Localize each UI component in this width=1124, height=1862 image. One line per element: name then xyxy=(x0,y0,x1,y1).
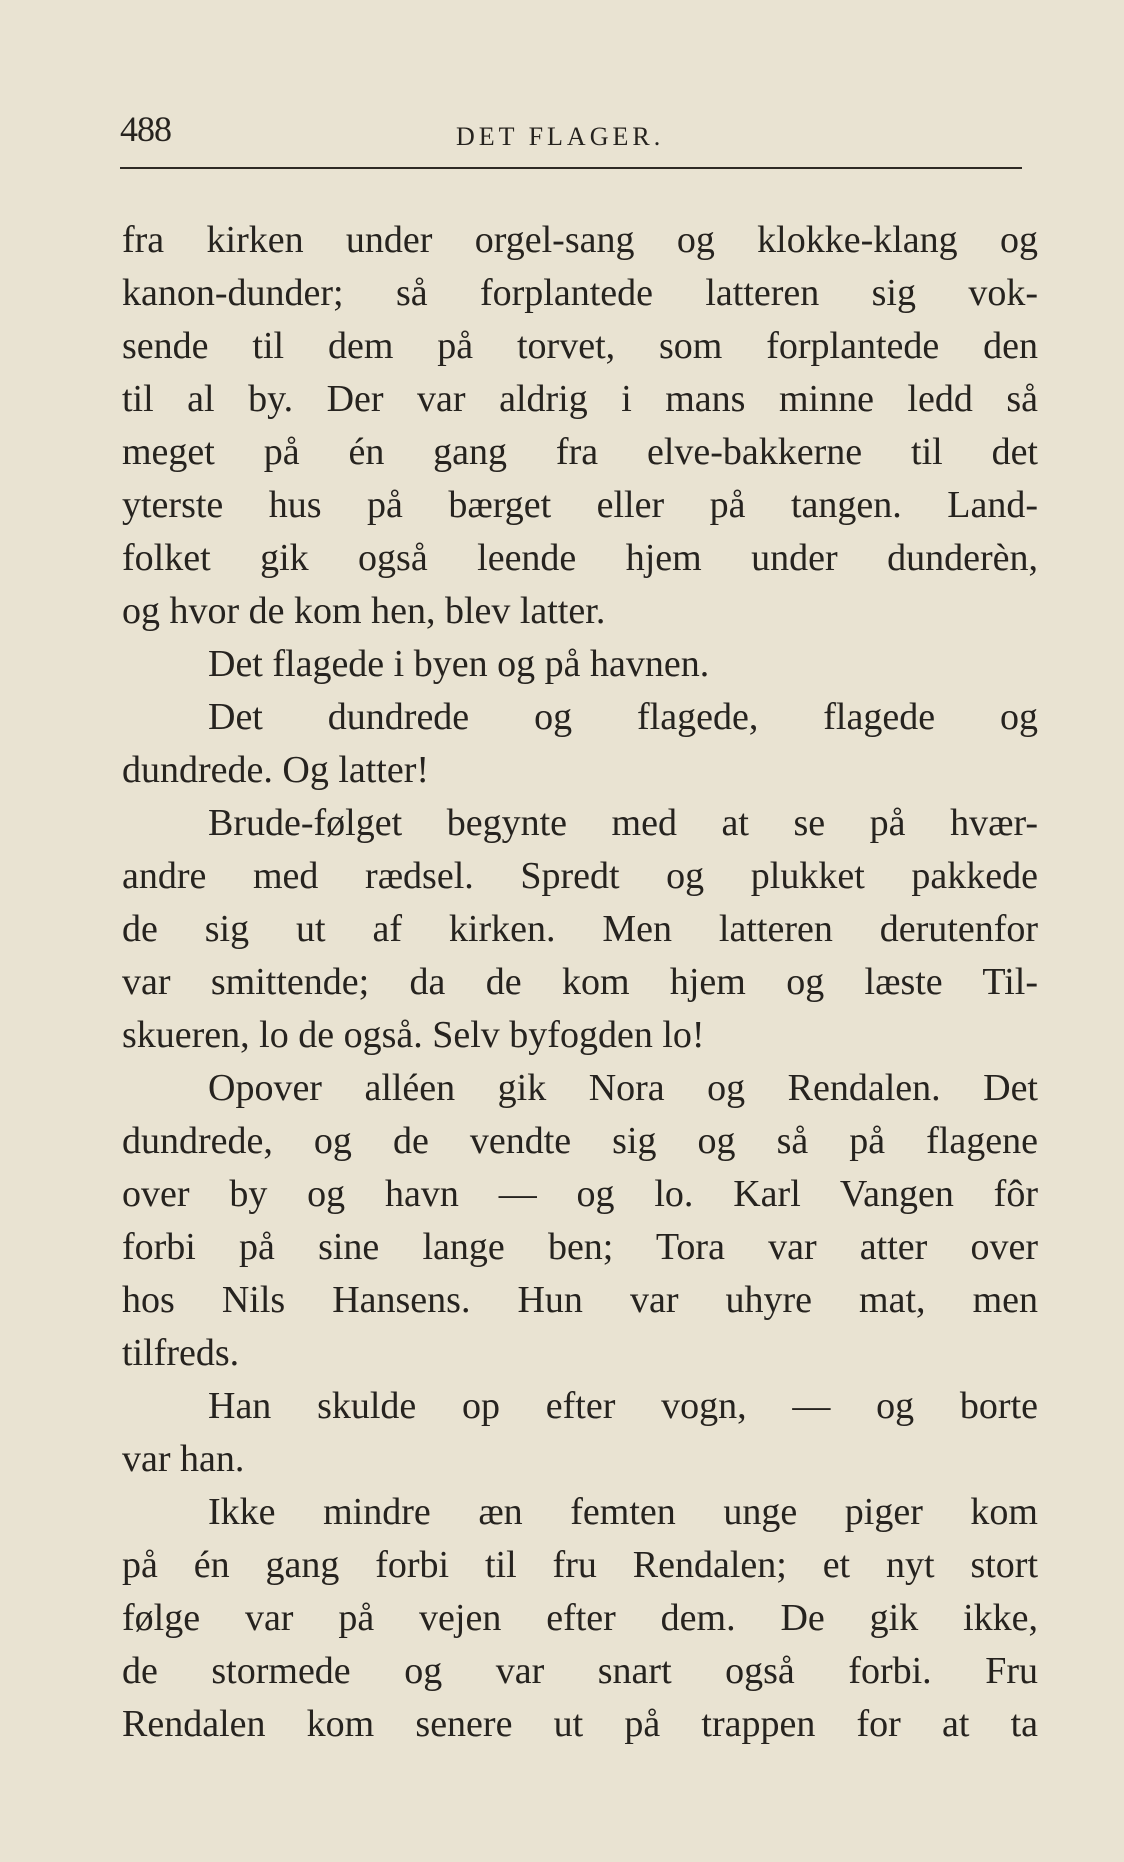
text-line: tilfreds. xyxy=(122,1332,240,1374)
text-line: meget på én gang fra elve-bakkerne til det xyxy=(122,431,1038,473)
text-line: Ikke mindre æn femten unge piger kom xyxy=(208,1491,1038,1533)
text-line: Det flagede i byen og på havnen. xyxy=(208,643,710,685)
text-line: de stormede og var snart også forbi. Fru xyxy=(122,1650,1038,1692)
text-line: forbi på sine lange ben; Tora var atter over xyxy=(122,1226,1038,1268)
text-line: fra kirken under orgel-sang og klokke-klang og xyxy=(122,219,1038,261)
text-line: følge var på vejen efter dem. De gik ikke, xyxy=(122,1597,1038,1639)
page-number: 488 xyxy=(120,109,171,149)
text-line: yterste hus på bærget eller på tangen. Land- xyxy=(122,484,1038,526)
text-line: Han skulde op efter vogn, — og borte xyxy=(208,1385,1038,1427)
body-text xyxy=(122,214,1038,1751)
text-line: dundrede. Og latter! xyxy=(122,749,430,791)
text-line: kanon-dunder; så forplantede latteren sig vok- xyxy=(122,272,1038,314)
text-line: sende til dem på torvet, som forplantede den xyxy=(122,325,1038,367)
text-line: til al by. Der var aldrig i mans minne ledd så xyxy=(122,378,1038,420)
text-line: Brude-følget begynte med at se på hvær- xyxy=(208,802,1038,844)
text-line: folket gik også leende hjem under dunderèn, xyxy=(122,537,1038,579)
text-line: de sig ut af kirken. Men latteren derutenfor xyxy=(122,908,1038,950)
text-line: var smittende; da de kom hjem og læste Til- xyxy=(122,961,1038,1003)
text-line: Opover alléen gik Nora og Rendalen. Det xyxy=(208,1067,1038,1109)
text-line: skueren, lo de også. Selv byfogden lo! xyxy=(122,1014,705,1056)
text-line: var han. xyxy=(122,1438,245,1480)
text-line: hos Nils Hansens. Hun var uhyre mat, men xyxy=(122,1279,1038,1321)
text-line: dundrede, og de vendte sig og så på flagene xyxy=(122,1120,1038,1162)
text-line: andre med rædsel. Spredt og plukket pakkede xyxy=(122,855,1038,897)
page-header xyxy=(120,108,1020,158)
text-line: på én gang forbi til fru Rendalen; et nyt stort xyxy=(122,1544,1038,1586)
running-title: DET FLAGER. xyxy=(456,122,665,151)
text-line: og hvor de kom hen, blev latter. xyxy=(122,590,606,632)
text-line: Rendalen kom senere ut på trappen for at ta xyxy=(122,1703,1038,1745)
text-line: Det dundrede og flagede, flagede og xyxy=(208,696,1038,738)
text-line: over by og havn — og lo. Karl Vangen fôr xyxy=(122,1173,1038,1215)
header-rule xyxy=(120,167,1022,169)
